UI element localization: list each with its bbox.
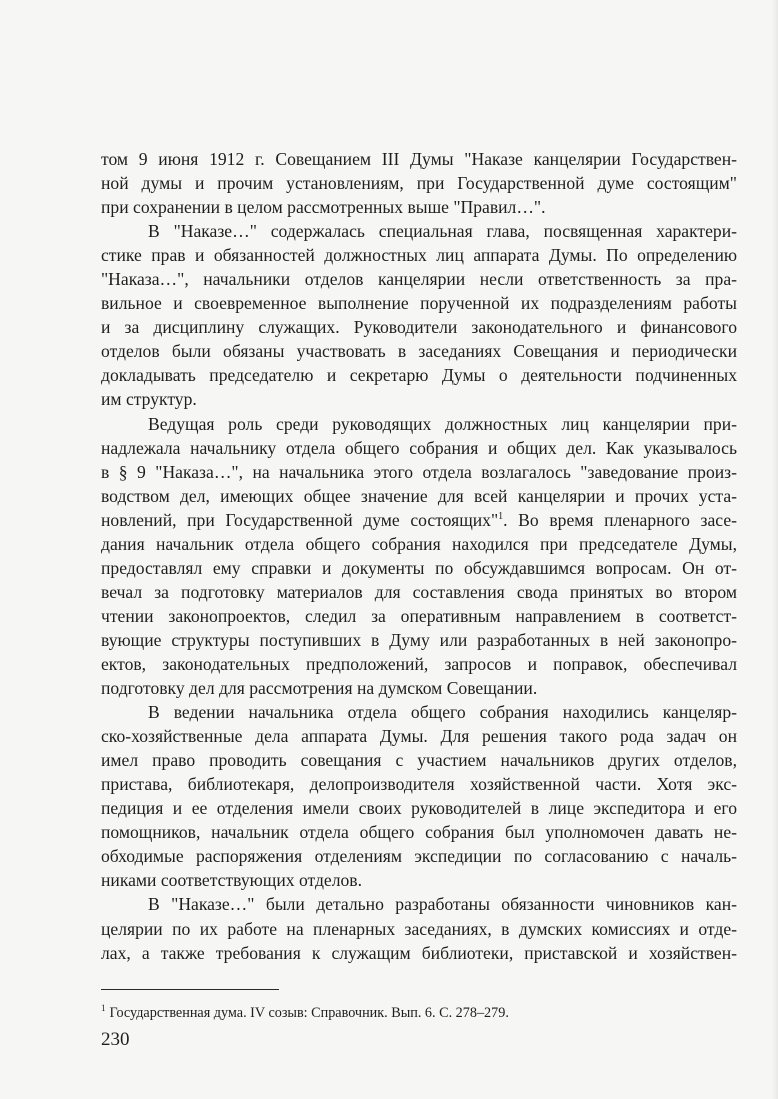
text-line: В "Наказе…" были детально разработаны обязанности чиновников кан- bbox=[148, 894, 737, 915]
text-fragment: новлений, при Государственной думе состоящих" bbox=[101, 509, 499, 530]
text-fragment: . Во время пленарного засе- bbox=[503, 509, 737, 530]
text-line: пристава, библиотекаря, делопроизводителя хозяйственной части. Хотя экс- bbox=[101, 774, 737, 795]
text-line: помощников, начальник отдела общего собрания был уполномочен давать не- bbox=[101, 822, 737, 843]
text-line: ско-хозяйственные дела аппарата Думы. Для решения такого рода задач он bbox=[101, 726, 737, 747]
text-line: лах, а также требования к служащим библиотеки, приставской и хозяйствен- bbox=[101, 942, 737, 963]
text-line: В "Наказе…" содержалась специальная глава, посвященная характери- bbox=[148, 221, 737, 242]
text-line: при сохранении в целом рассмотренных выше "Правил…". bbox=[101, 197, 546, 218]
text-line: педиция и ее отделения имели своих руководителей в лице экспедитора и его bbox=[101, 798, 737, 819]
body-text bbox=[101, 147, 737, 965]
paragraph-4 bbox=[101, 700, 737, 892]
text-line: целярии по их работе на пленарных заседаниях, в думских комиссиях и отде- bbox=[101, 918, 737, 939]
text-line: вующие структуры поступивших в Думу или разработанных в ней законопро- bbox=[101, 629, 737, 650]
paragraph-2 bbox=[101, 219, 737, 411]
footnote-separator bbox=[101, 989, 279, 990]
paragraph-5 bbox=[101, 892, 737, 964]
text-line: том 9 июня 1912 г. Совещанием III Думы "Наказе канцелярии Государствен- bbox=[101, 149, 737, 169]
text-line: дания начальник отдела общего собрания находился при председателе Думы, bbox=[101, 533, 737, 554]
text-line: в § 9 "Наказа…", на начальника этого отдела возлагалось "заведование произ- bbox=[101, 461, 737, 482]
text-line: водством дел, имеющих общее значение для всей канцелярии и прочих уста- bbox=[101, 485, 737, 506]
text-line: докладывать председателю и секретарю Думы о деятельности подчиненных bbox=[101, 365, 737, 386]
text-line: обходимые распоряжения отделениям экспедиции по согласованию с началь- bbox=[101, 846, 737, 867]
footnote-mark: 1 bbox=[101, 1003, 106, 1014]
text-line: ектов, законодательных предположений, запросов и поправок, обеспечивал bbox=[101, 653, 737, 674]
text-line: подготовку дел для рассмотрения на думском Совещании. bbox=[101, 678, 538, 699]
text-line: и за дисциплину служащих. Руководители законодательного и финансового bbox=[101, 317, 737, 338]
text-line: чтении законопроектов, следил за оперативным направлением в соответст- bbox=[101, 605, 737, 626]
text-line: предоставлял ему справки и документы по обсуждавшимся вопросам. Он от- bbox=[101, 557, 737, 578]
text-line-with-footnote bbox=[101, 508, 737, 532]
text-line: "Наказа…", начальники отделов канцелярии несли ответственность за пра- bbox=[101, 269, 737, 290]
text-line: Ведущая роль среди руководящих должностных лиц канцелярии при- bbox=[148, 413, 737, 434]
text-line: вильное и своевременное выполнение порученной их подразделениям работы bbox=[101, 293, 737, 314]
footnote-reference[interactable]: 1 bbox=[498, 510, 504, 522]
text-line: им структур. bbox=[101, 389, 197, 410]
text-line: ной думы и прочим установлениям, при Государственной думе состоящим" bbox=[101, 173, 737, 194]
paragraph-1 bbox=[101, 147, 737, 219]
page-number: 230 bbox=[101, 1029, 130, 1050]
footnote bbox=[101, 1004, 661, 1022]
scan-edge-shadow bbox=[772, 0, 778, 1099]
text-line: имел право проводить совещания с участием начальников других отделов, bbox=[101, 750, 737, 771]
text-line: надлежала начальнику отдела общего собрания и общих дел. Как указывалось bbox=[101, 437, 737, 458]
text-line: стике прав и обязанностей должностных лиц аппарата Думы. По определению bbox=[101, 245, 737, 266]
text-line: вечал за подготовку материалов для составления свода принятых во втором bbox=[101, 581, 737, 602]
text-line: никами соответствующих отделов. bbox=[101, 870, 363, 891]
text-line: отделов были обязаны участвовать в заседаниях Совещания и периодически bbox=[101, 341, 737, 362]
text-line: В ведении начальника отдела общего собрания находились канцеляр- bbox=[148, 702, 737, 723]
paragraph-3 bbox=[101, 412, 737, 701]
footnote-text: Государственная дума. IV созыв: Справочник. Вып. 6. С. 278–279. bbox=[109, 1005, 509, 1021]
